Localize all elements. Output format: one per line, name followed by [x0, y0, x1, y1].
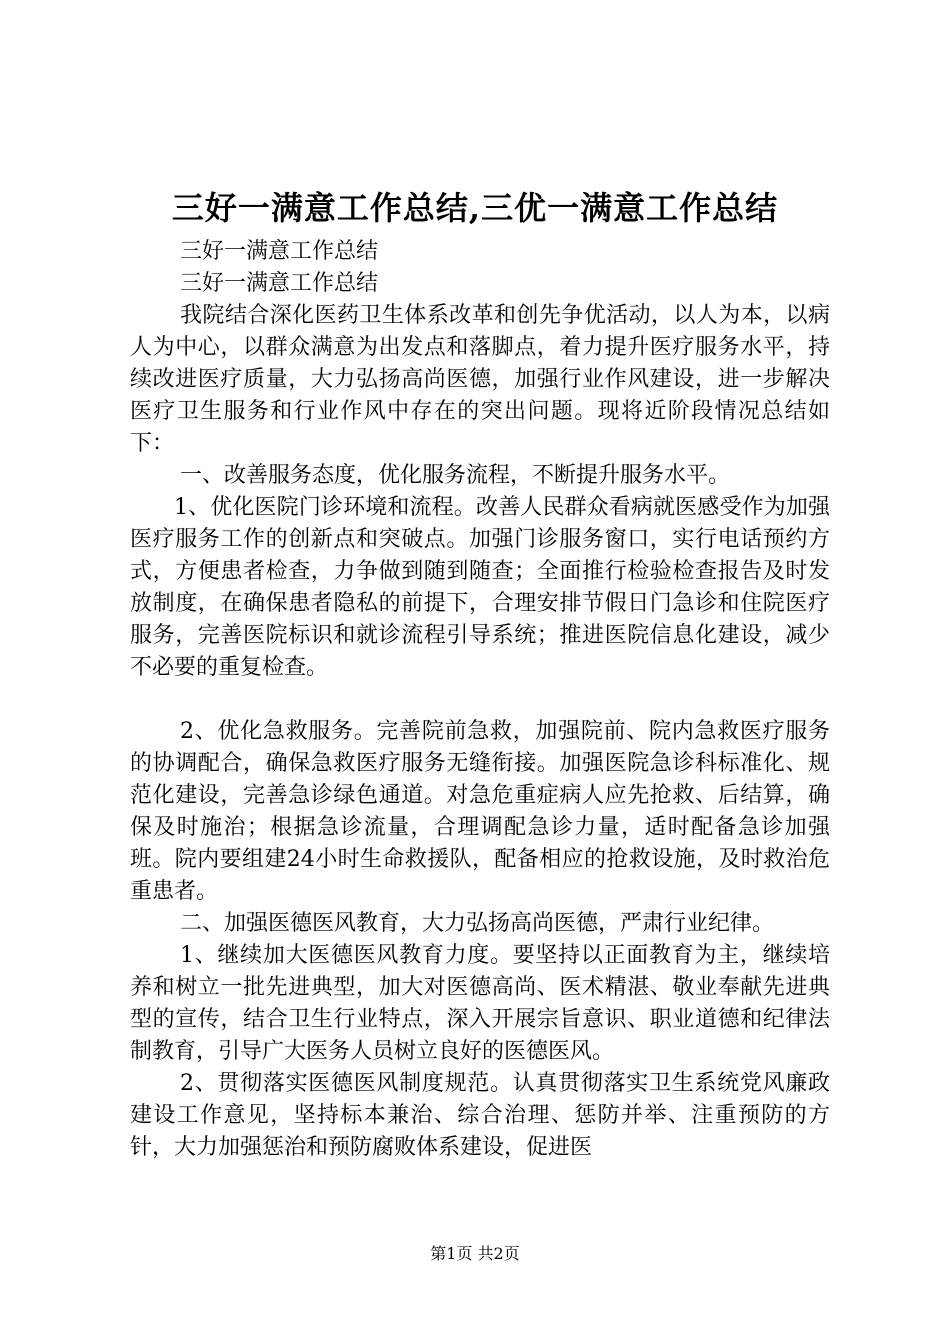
body-paragraph: 1、优化医院门诊环境和流程。改善人民群众看病就医感受作为加强医疗服务工作的创新点和突破点。加强门诊服务窗口，实行电话预约方式，方便患者检查，力争做到随到随查；全面推行检验检查报告及时发放制度，在确保患者隐私的前提下，合理安排节假日门急诊和住院医疗服务，完善医院标识和就诊流程引导系统；推进医院信息化建设，减少不必要的重复检查。	[130, 495, 830, 680]
body-paragraph: 1、继续加大医德医风教育力度。要坚持以正面教育为主，继续培养和树立一批先进典型，加大对医德高尚、医术精湛、敬业奉献先进典型的宣传，结合卫生行业特点，深入开展宗旨意识、职业道德和纪律法制教育，引导广大医务人员树立良好的医德医风。	[130, 943, 830, 1064]
page-footer: 第1页 共2页	[430, 1244, 520, 1263]
section-heading: 一、改善服务态度，优化服务流程，不断提升服务水平。	[180, 463, 731, 488]
subtitle-line: 三好一满意工作总结	[180, 239, 379, 264]
document-body	[130, 236, 830, 1164]
document-title: 三好一满意工作总结,三优一满意工作总结	[171, 189, 779, 227]
body-paragraph: 2、贯彻落实医德医风制度规范。认真贯彻落实卫生系统党风廉政建设工作意见，坚持标本兼治、综合治理、惩防并举、注重预防的方针，大力加强惩治和预防腐败体系建设，促进医	[130, 1071, 830, 1160]
subtitle-line: 三好一满意工作总结	[180, 271, 379, 296]
section-heading: 二、加强医德医风教育，大力弘扬高尚医德，严肃行业纪律。	[180, 911, 775, 936]
body-paragraph: 2、优化急救服务。完善院前急救，加强院前、院内急救医疗服务的协调配合，确保急救医疗服务无缝衔接。加强医院急诊科标准化、规范化建设，完善急诊绿色通道。对急危重症病人应先抢救、后结算，确保及时施治；根据急诊流量，合理调配急诊力量，适时配备急诊加强班。院内要组建24小时生命救援队，配备相应的抢救设施，及时救治危重患者。	[130, 719, 830, 904]
body-paragraph: 我院结合深化医药卫生体系改革和创先争优活动，以人为本，以病人为中心，以群众满意为出发点和落脚点，着力提升医疗服务水平，持续改进医疗质量，大力弘扬高尚医德，加强行业作风建设，进一步解决医疗卫生服务和行业作风中存在的突出问题。现将近阶段情况总结如下：	[130, 303, 830, 456]
